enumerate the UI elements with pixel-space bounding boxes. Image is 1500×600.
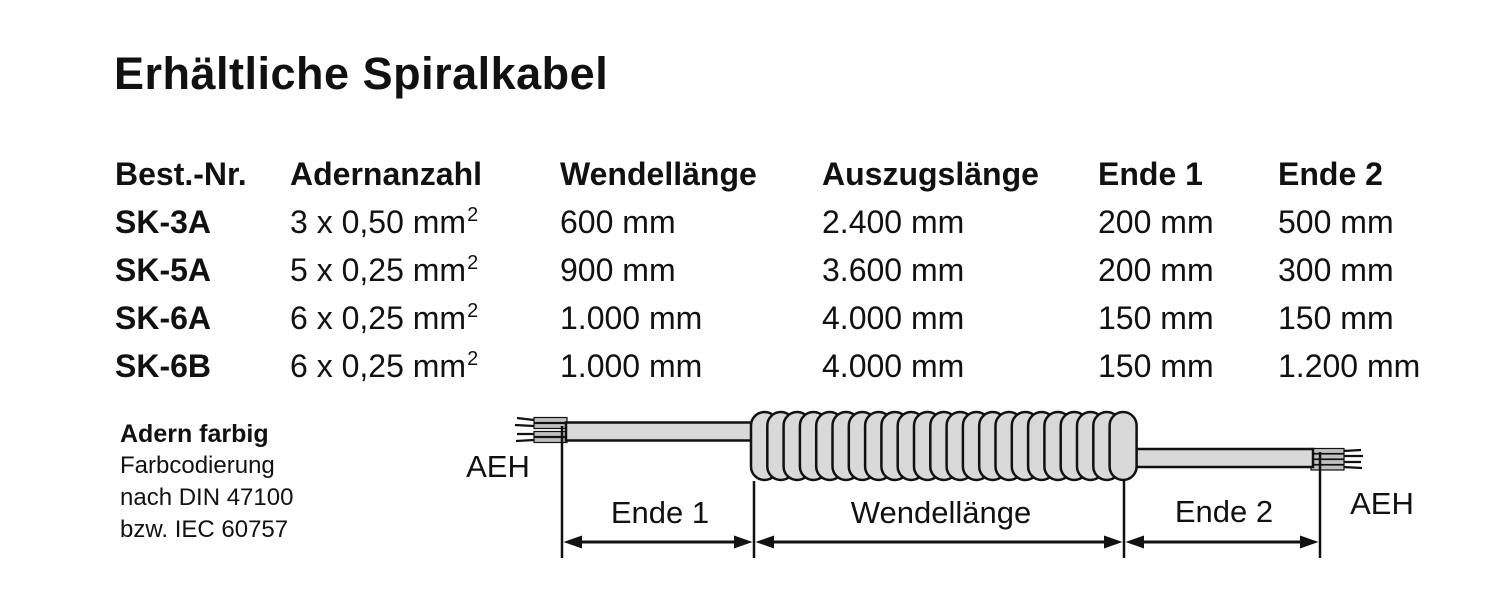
arrowhead-right-icon: [734, 536, 753, 549]
table-row-cell-wendellaenge: 600 mm: [560, 204, 676, 240]
table-row-cell-auszugslaenge: 3.600 mm: [822, 252, 965, 288]
table-row-cell-auszugslaenge: 2.400 mm: [822, 204, 965, 240]
table-row-cell-ende1: 200 mm: [1098, 252, 1214, 288]
dim-label-ende1: Ende 1: [610, 495, 710, 530]
col-header-adernanzahl: Adernanzahl: [290, 156, 483, 192]
dimension-ende1: [564, 495, 753, 549]
table-row-cell-ende2: 300 mm: [1278, 252, 1394, 288]
adern-superscript: 2: [467, 252, 479, 274]
dimension-wendellaenge: [756, 495, 1123, 549]
table-row-cell-auszugslaenge: 4.000 mm: [822, 300, 965, 336]
col-header-bestnr: Best.-Nr.: [115, 156, 247, 192]
table-row-cell-nr: SK-3A: [115, 204, 212, 240]
table-row-cell-auszugslaenge: 4.000 mm: [822, 348, 965, 384]
dim-label-ende2: Ende 2: [1174, 494, 1274, 529]
page-title: Erhältliche Spiralkabel: [114, 48, 609, 99]
cable-end1: [566, 423, 762, 441]
arrowhead-left-icon: [1126, 536, 1145, 549]
note-line: bzw. IEC 60757: [120, 516, 289, 543]
table-row-cell-ende2: 500 mm: [1278, 204, 1394, 240]
table-row-cell-ende2: 1.200 mm: [1278, 348, 1421, 384]
table-row-cell-ende2: 150 mm: [1278, 300, 1394, 336]
adern-superscript: 2: [467, 300, 479, 322]
cable-end2: [1122, 449, 1313, 467]
table-row-cell-ende1: 150 mm: [1098, 300, 1214, 336]
col-header-ende2: Ende 2: [1278, 156, 1383, 192]
adern-value: 5 x 0,25 mm: [290, 252, 467, 288]
col-header-auszugslaenge: Auszugslänge: [822, 156, 1039, 192]
table-row-cell-nr: SK-5A: [115, 252, 212, 288]
col-header-ende1: Ende 1: [1098, 156, 1203, 192]
table-row-cell-nr: SK-6A: [115, 300, 212, 336]
adern-value: 3 x 0,50 mm: [290, 204, 467, 240]
table-row-cell-wendellaenge: 1.000 mm: [560, 300, 703, 336]
note-title: Adern farbig: [120, 420, 269, 448]
adern-value: 6 x 0,25 mm: [290, 348, 467, 384]
table-row-cell-wendellaenge: 1.000 mm: [560, 348, 703, 384]
table-row-cell-ende1: 200 mm: [1098, 204, 1214, 240]
arrowhead-right-icon: [1104, 536, 1123, 549]
adern-value: 6 x 0,25 mm: [290, 300, 467, 336]
left-wire-ends: [515, 418, 567, 443]
adern-superscript: 2: [467, 348, 479, 370]
dim-label-wendellaenge: Wendellänge: [850, 495, 1032, 530]
aeh-label-left: AEH: [466, 449, 530, 484]
coil-loop: [1110, 412, 1137, 480]
col-header-wendellaenge: Wendellänge: [560, 156, 757, 192]
aeh-label-right: AEH: [1350, 486, 1414, 521]
note-line: Farbcodierung: [120, 452, 275, 479]
arrowhead-right-icon: [1300, 536, 1319, 549]
arrowhead-left-icon: [756, 536, 775, 549]
adern-superscript: 2: [467, 204, 479, 226]
note-line: nach DIN 47100: [120, 484, 294, 511]
arrowhead-left-icon: [564, 536, 583, 549]
coil-section: [751, 412, 1137, 480]
dimension-ende2: [1126, 494, 1319, 549]
table-row-cell-ende1: 150 mm: [1098, 348, 1214, 384]
table-row-cell-wendellaenge: 900 mm: [560, 252, 676, 288]
table-row-cell-nr: SK-6B: [115, 348, 212, 384]
